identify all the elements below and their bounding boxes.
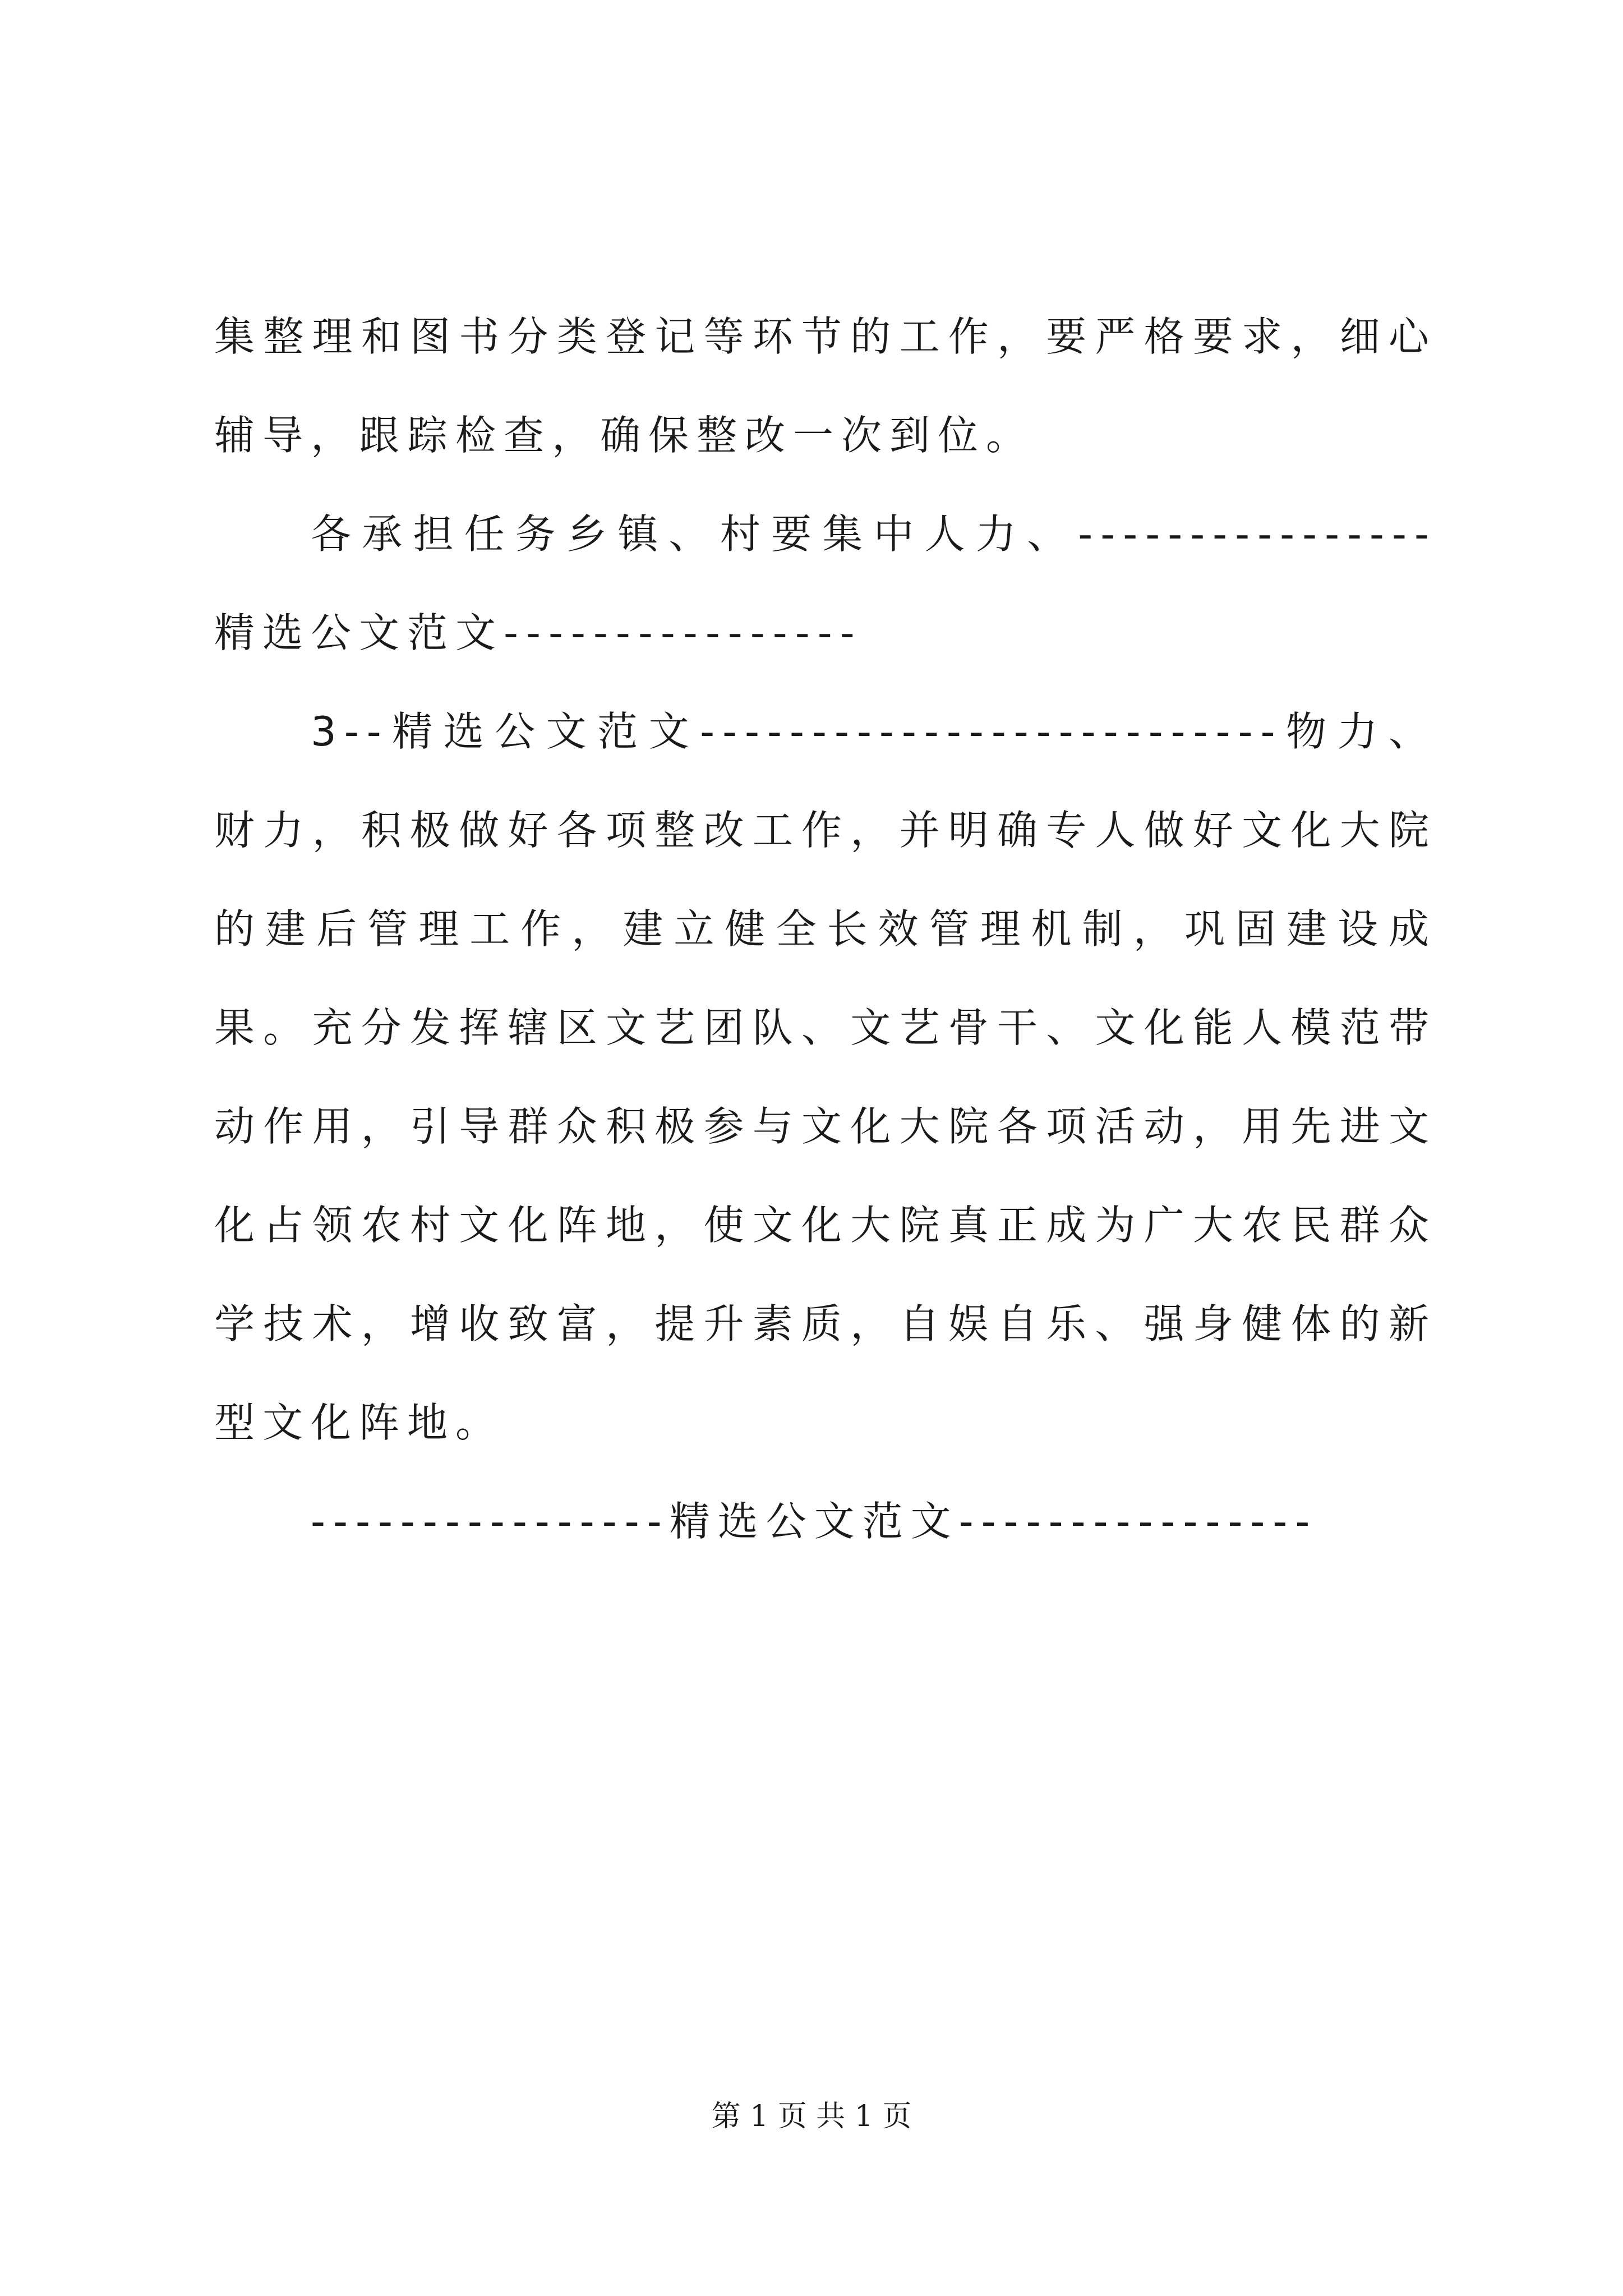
paragraph-4: ----------------精选公文范文---------------- [311,1498,1318,1545]
document-body [214,287,1437,1571]
paragraph-3: 3--精选公文范文--------------------------物力、财力，积极做好各项整改工作，并明确专人做好文化大院的建后管理工作，建立健全长效管理机制，巩固建设成果。充分发挥辖区文艺团队、文艺骨干、文化能人模范带动作用，引导群众积极参与文化大院各项活动，用先进文化占领农村文化阵地，使文化大院真正成为广大农民群众学技术，增收致富，提升素质，自娱自乐、强身健体的新型文化阵地。 [214,708,1437,1446]
paragraph-1: 集整理和图书分类登记等环节的工作，要严格要求，细心辅导，跟踪检查，确保整改一次到位。 [214,313,1437,459]
page-footer: 第 1 页 共 1 页 [711,2100,912,2133]
paragraph-2: 各承担任务乡镇、村要集中人力、----------------精选公文范文---------------- [214,510,1437,656]
